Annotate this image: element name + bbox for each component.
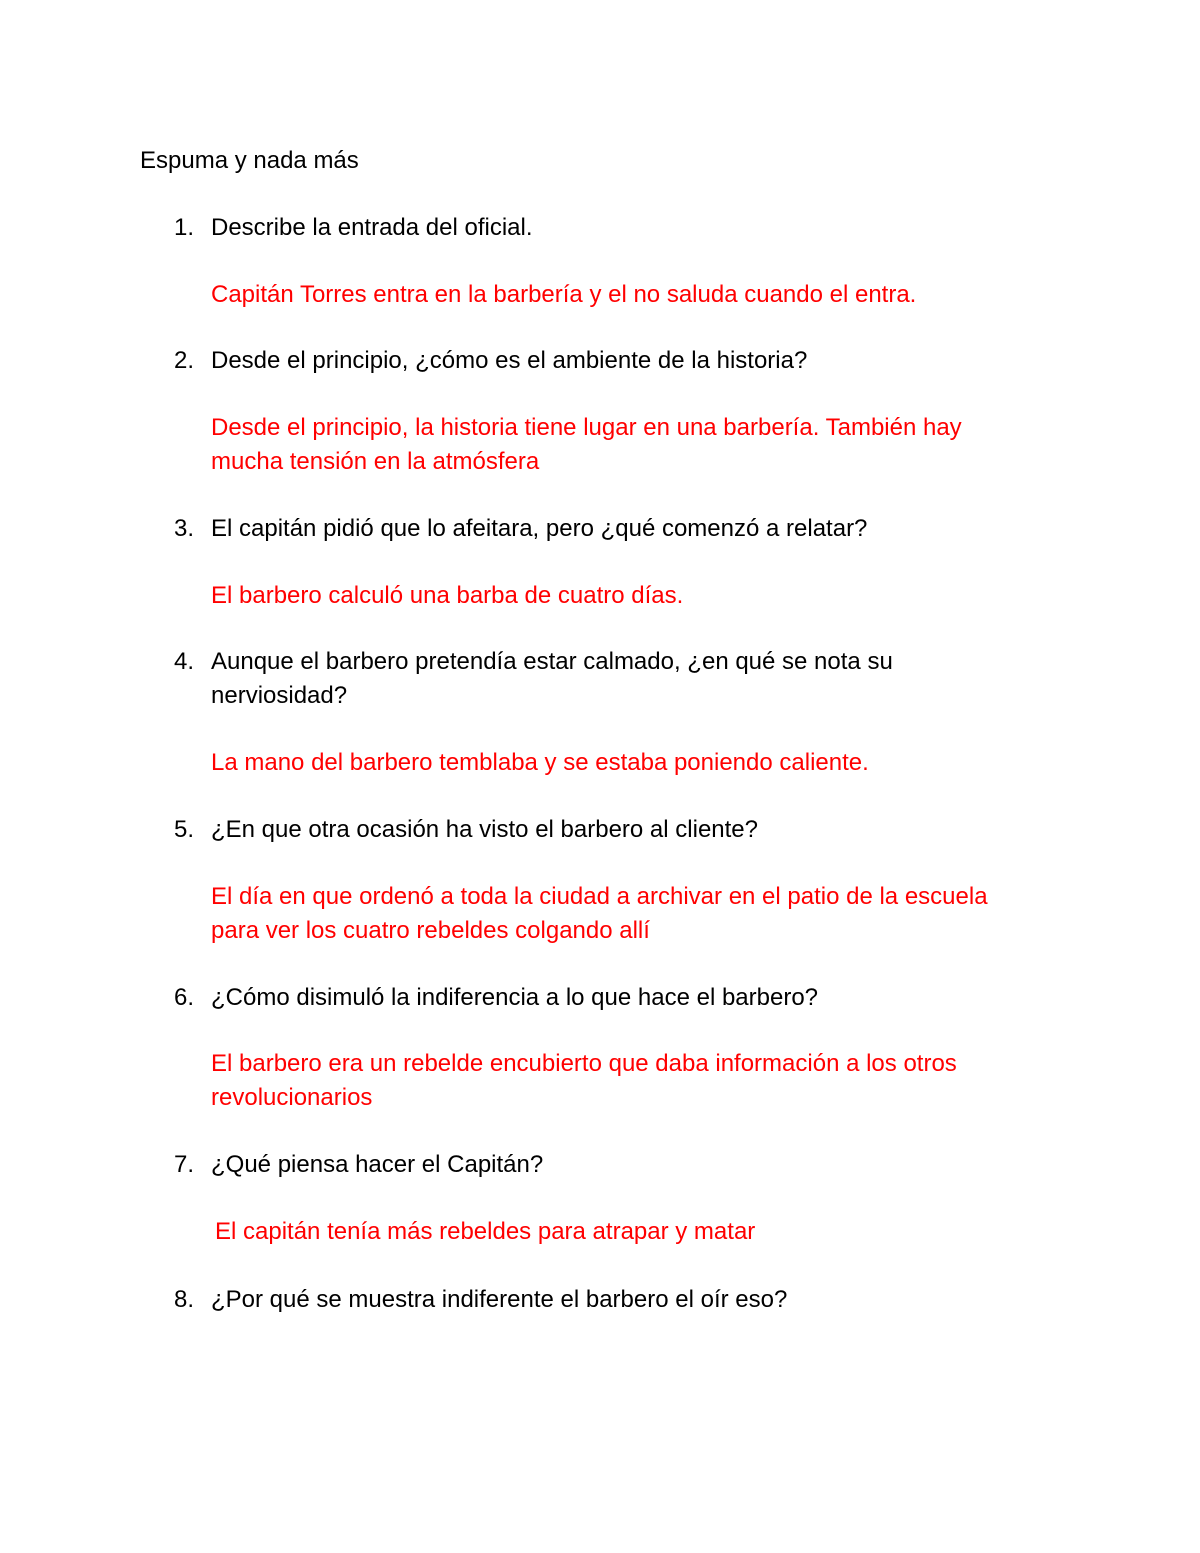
- question-8: [174, 1283, 1034, 1317]
- question-text: El capitán pidió que lo afeitara, pero ¿qué comenzó a relatar?: [211, 515, 868, 542]
- question-text: Aunque el barbero pretendía estar calmado, ¿en qué se nota su nerviosidad?: [211, 648, 893, 709]
- question-text: ¿Cómo disimuló la indiferencia a lo que hace el barbero?: [211, 984, 819, 1011]
- question-number: 5.: [174, 816, 195, 843]
- question-7: [174, 1148, 1034, 1182]
- question-text: ¿Qué piensa hacer el Capitán?: [211, 1151, 544, 1178]
- question-3: [174, 512, 1034, 546]
- question-text: ¿Por qué se muestra indiferente el barbero el oír eso?: [211, 1286, 788, 1313]
- question-4: [174, 645, 1034, 713]
- answer-6: El barbero era un rebelde encubierto que daba información a los otros revolucionarios: [211, 1050, 957, 1111]
- question-text: Describe la entrada del oficial.: [211, 214, 533, 241]
- answer-1: Capitán Torres entra en la barbería y el no saluda cuando el entra.: [211, 281, 917, 308]
- question-text: ¿En que otra ocasión ha visto el barbero al cliente?: [211, 816, 758, 843]
- document-title: Espuma y nada más: [140, 147, 359, 174]
- answer-2: Desde el principio, la historia tiene lugar en una barbería. También hay mucha tensión en la atmósfera: [211, 414, 962, 475]
- question-number: 2.: [174, 347, 195, 374]
- question-number: 8.: [174, 1286, 195, 1313]
- answer-5: El día en que ordenó a toda la ciudad a archivar en el patio de la escuela para ver los cuatro rebeldes colgando allí: [211, 883, 988, 944]
- question-5: [174, 813, 1034, 847]
- question-number: 7.: [174, 1151, 195, 1178]
- question-2: [174, 344, 1034, 378]
- question-text: Desde el principio, ¿cómo es el ambiente de la historia?: [211, 347, 808, 374]
- question-number: 1.: [174, 214, 195, 241]
- question-number: 3.: [174, 515, 195, 542]
- answer-4: La mano del barbero temblaba y se estaba poniendo caliente.: [211, 749, 869, 776]
- answer-7: El capitán tenía más rebeldes para atrapar y matar: [215, 1218, 756, 1245]
- answer-3: El barbero calculó una barba de cuatro días.: [211, 582, 684, 609]
- question-1: [174, 211, 1034, 245]
- question-number: 4.: [174, 648, 195, 675]
- question-number: 6.: [174, 984, 195, 1011]
- question-6: [174, 981, 1034, 1015]
